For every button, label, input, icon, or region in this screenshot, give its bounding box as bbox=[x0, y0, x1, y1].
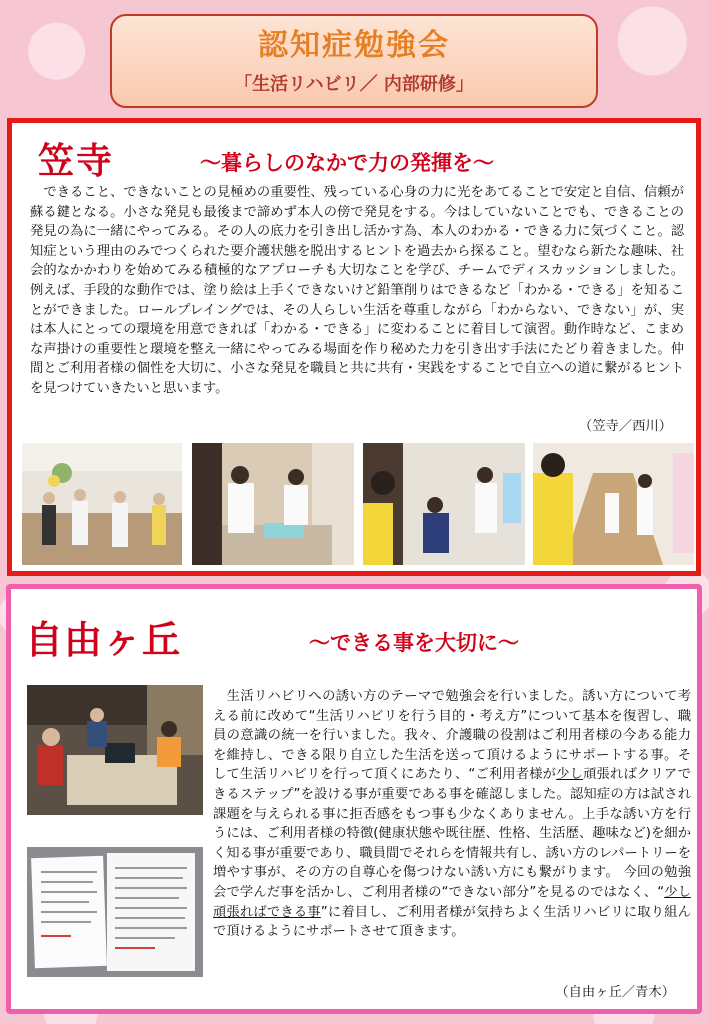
photo-role-play bbox=[363, 443, 525, 565]
photo-study-meeting bbox=[27, 685, 203, 815]
photo-strip bbox=[22, 443, 694, 565]
section-kasadera bbox=[7, 118, 701, 576]
title-banner bbox=[110, 14, 598, 108]
body-text-underlined: 少し bbox=[556, 767, 584, 783]
section-facility-name: 笠寺 bbox=[38, 140, 115, 182]
section-slogan: ～できる事を大切に～ bbox=[309, 631, 519, 655]
photo-training-handouts bbox=[27, 847, 203, 977]
section-body-text bbox=[213, 687, 691, 942]
body-text-part: 生活リハビリへの誘い方のテーマで勉強会を行いました。誘い方について考える前に改めて“生活リハビリを行う目的・考え方”について基本を復習し、職員の意識の統一を行いました。我々、介護職の役割はご利用者様の今ある能力を維持し、できる限り自立した生活を送って頂けるようにサポートする事。そして生活リハビリを行って頂くにあたり、“ご利用者様が bbox=[213, 689, 691, 783]
section-slogan: ～暮らしのなかで力の発揮を～ bbox=[200, 151, 494, 175]
photo-tabletop-exercise bbox=[192, 443, 354, 565]
body-text-part: ”に着目し、ご利用者様が気持ちよく生活リハビリに取り組んで頂けるようにサポートさせて頂きます。 bbox=[213, 904, 691, 940]
section-jiyugaoka bbox=[6, 584, 702, 1014]
body-text-part: 頑張ればクリアできるステップ”を設ける事が重要である事を確認しました。認知症の方は試され課題を与えられる事に拒否感をもつ事も少なくありません。上手な誘い方を行うには、ご利用者様の特徴(健康状態や既往歴、性格、生活歴、趣味など)を細かく知る事が重要であり、職員間でそれらを情報共有し、誘い方のレパートリーを増やす事が、その方の自尊心を傷つけない誘い方にも繋がります。 今回の勉強会で学んだ事を活かし、ご利用者様の“できない部分”を見るのではなく、“ bbox=[213, 767, 691, 900]
body-text-underlined: 少し頑張ればできる事 bbox=[213, 884, 691, 920]
page-title: 認知症勉強会 bbox=[258, 28, 450, 63]
section-signature: （笠寺／西川） bbox=[578, 419, 672, 434]
page-subtitle: 「生活リハビリ／ 内部研修」 bbox=[234, 74, 474, 95]
section-body-text: できること、できないことの見極めの重要性、残っている心身の力に光をあてることで安定と自信、信頼が蘇る鍵となる。小さな発見も最後まで諦めず本人の傍で発見をする。今はしていないことでも、できることの発見の為に一緒にやってみる。その人の底力を引き出し活かす為、本人のわかる・できる力に気づくこと。認知症という理由のみでつくられた要介護状態を脱出するヒントを過去から探ること。望むなら新たな趣味、社会的なかかわりを始めてみる積極的なアプローチも大切なことを学び、チームでディスカッションしました。例えば、手段的な動作では、塗り絵は上手くできないけど鉛筆削りはできるなど「わかる・できる」を知ることができました。ロールプレイングでは、その人らしい生活を尊重しながら「わからない、できない」が、実は本人にとっての環境を用意できれば「わかる・できる」に変わることに着目して演習。動作時など、こまめな声掛けの重要性と環境を整え一緒にやってみる場面を作り秘めた力を引き出す手法にたどり着きました。仲間とご利用者様の個性を大切に、小さな発見を職員と共に共有・実践をすることで自立への道に繋がるヒントを見つけていきたいと思います。 bbox=[30, 185, 684, 396]
section-facility-name: 自由ヶ丘 bbox=[25, 617, 182, 662]
section-signature: （自由ヶ丘／青木） bbox=[555, 985, 675, 1000]
photo-hallway-walk bbox=[533, 443, 694, 565]
photo-group-activity bbox=[22, 443, 182, 565]
